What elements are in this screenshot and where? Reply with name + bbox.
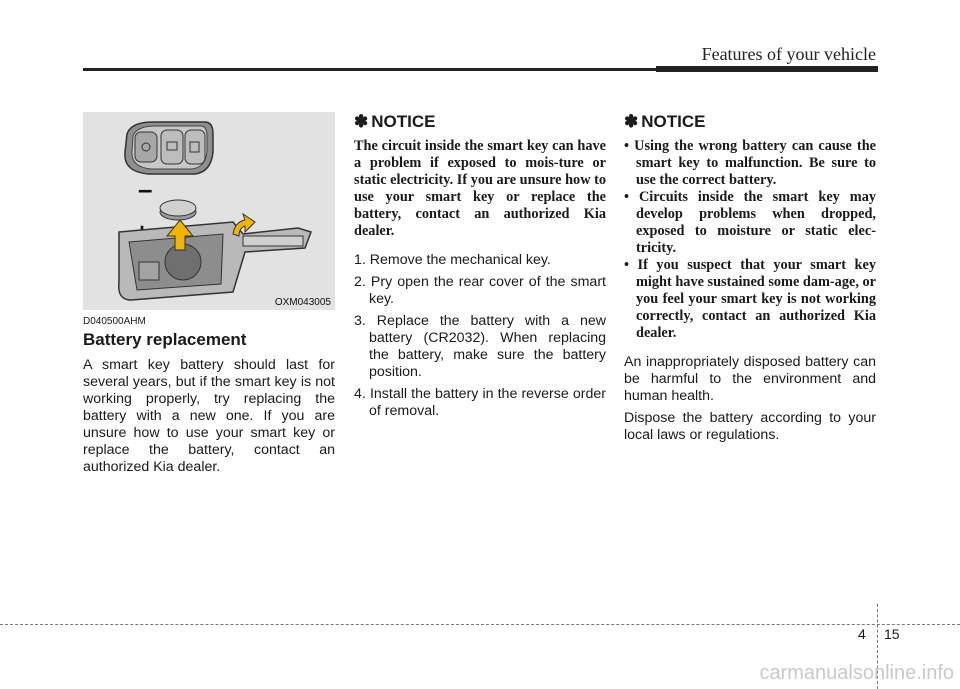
step-item: 4. Install the battery in the reverse order of removal.: [354, 386, 606, 419]
bullet-item: • Using the wrong battery can cause the smart key to malfunction. Be sure to use the correct battery.: [624, 138, 876, 188]
step-item: 3. Replace the battery with a new battery (CR2032). When replacing the battery, make sure the battery position.: [354, 313, 606, 380]
watermark-text: carmanualsonline.info: [759, 662, 954, 684]
notice-bullet-list: [624, 138, 876, 342]
disposal-warning: An inappropriately disposed battery can be harmful to the environment and human health.: [624, 354, 876, 404]
notice-star-icon: ✽: [624, 112, 639, 131]
notice-heading: [354, 112, 606, 132]
section-header-title: Features of your vehicle: [701, 44, 876, 64]
replacement-steps: [354, 252, 606, 420]
section-heading: Battery replacement: [83, 330, 247, 349]
disposal-instruction: Dispose the battery according to your local laws or regulations.: [624, 410, 876, 443]
notice-title: NOTICE: [641, 112, 706, 131]
section-code: D040500AHM: [83, 316, 146, 327]
column-left: [83, 112, 335, 476]
coin-battery-icon: [160, 200, 196, 220]
key-housing-icon: [119, 222, 311, 300]
section-body: A smart key battery should last for several years, but if the smart key is not working properly, try replacing the battery with a new one. If you are unsure how to use your smart key or replace the battery, contact an authorized Kia dealer.: [83, 357, 335, 475]
smart-key-fob-icon: [125, 122, 213, 174]
notice-star-icon: ✽: [354, 112, 369, 131]
smart-key-battery-illustration: [83, 112, 335, 310]
notice-heading: [624, 112, 876, 132]
battery-minus-sign: –: [138, 174, 153, 204]
step-item: 2. Pry open the rear cover of the smart key.: [354, 274, 606, 307]
page-number: 15: [884, 626, 900, 642]
step-item: 1. Remove the mechanical key.: [354, 252, 551, 268]
notice-title: NOTICE: [371, 112, 436, 131]
column-middle: [354, 112, 606, 425]
bullet-item: • If you suspect that your smart key might have sustained some dam-age, or you feel your smart key is not working correctly, contact an authorized Kia dealer.: [624, 257, 876, 341]
bullet-item: • Circuits inside the smart key may develop problems when dropped, exposed to moisture or static elec-tricity.: [624, 189, 876, 256]
figure-code: OXM043005: [274, 297, 331, 308]
notice-body: The circuit inside the smart key can have a problem if exposed to mois-ture or static electricity. If you are unsure how to use your smart key or replace the battery, contact an authorized Kia dealer.: [354, 138, 607, 239]
column-right: [624, 112, 876, 444]
header-rule-accent: [656, 66, 878, 72]
footer-rule: [0, 624, 960, 625]
smart-key-drawing: [83, 112, 335, 310]
chapter-number: 4: [858, 626, 866, 642]
